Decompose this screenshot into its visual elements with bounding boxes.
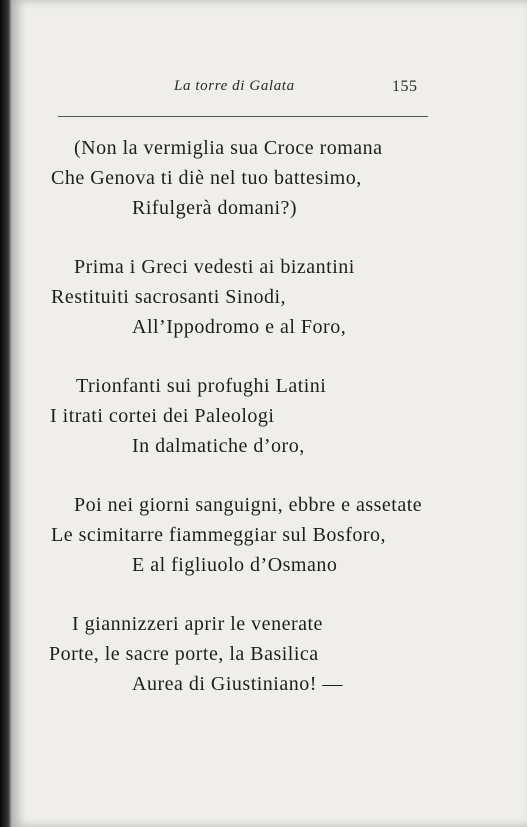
verse-line: In dalmatiche d’oro, <box>132 435 305 457</box>
verse-line: Prima i Greci vedesti ai bizantini <box>74 256 355 278</box>
verse-line: Le scimitarre fiammeggiar sul Bosforo, <box>51 524 387 546</box>
verse-line: Che Genova ti diè nel tuo battesimo, <box>51 167 362 189</box>
header-rule <box>58 116 428 117</box>
page-header <box>0 78 527 102</box>
verse-line: E al figliuolo d’Osmano <box>132 554 338 576</box>
stanza <box>0 133 527 252</box>
stanza <box>0 371 527 490</box>
verse-line: Poi nei giorni sanguigni, ebbre e assetate <box>74 494 423 516</box>
verse-line: I giannizzeri aprir le venerate <box>72 613 323 635</box>
stanza <box>0 252 527 371</box>
verse-line: (Non la vermiglia sua Croce romana <box>74 137 383 159</box>
running-title: La torre di Galata <box>174 78 295 94</box>
verse-line: Restituiti sacrosanti Sinodi, <box>51 286 287 308</box>
verse-line: Porte, le sacre porte, la Basilica <box>49 643 319 665</box>
page-number: 155 <box>392 78 418 95</box>
verse-line: Aurea di Giustiniano! — <box>132 673 343 695</box>
verse-line: I itrati cortei dei Paleologi <box>50 405 275 427</box>
verse-line: Rifulgerà domani?) <box>132 197 298 219</box>
verse-line: Trionfanti sui profughi Latini <box>76 375 327 397</box>
stanza <box>0 609 527 728</box>
verse-line: All’Ippodromo e al Foro, <box>132 316 347 338</box>
poem-body <box>0 133 527 728</box>
stanza <box>0 490 527 609</box>
